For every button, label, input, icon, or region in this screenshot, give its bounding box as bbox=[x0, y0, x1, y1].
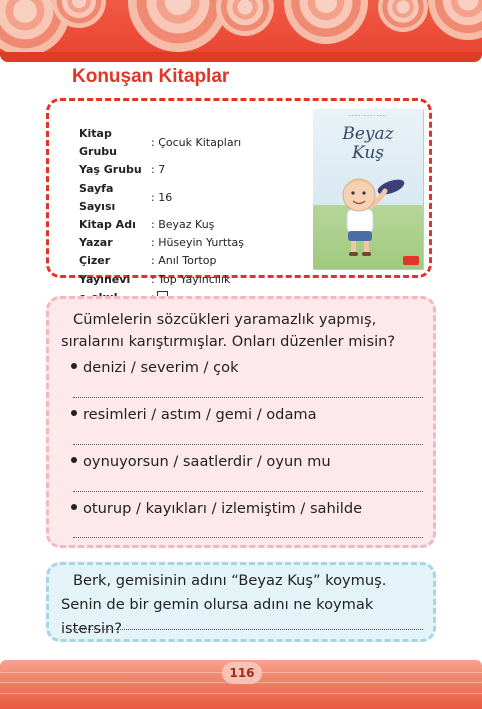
bullet-icon bbox=[71, 410, 77, 416]
exercise-item bbox=[71, 453, 331, 470]
exercise-instruction: Cümlelerin sözcükleri yaramazlık yapmış, sıralarını karıştırmışlar. Onları düzenler misin? bbox=[61, 311, 396, 350]
book-info-row bbox=[79, 252, 244, 270]
info-label: Sayfa Sayısı bbox=[79, 181, 116, 213]
exercise-item bbox=[71, 406, 317, 423]
bullet-icon bbox=[71, 504, 77, 510]
book-info-row bbox=[79, 125, 244, 161]
info-label: Yaş Grubu bbox=[79, 163, 142, 177]
cover-title-line: Kuş bbox=[352, 143, 384, 163]
book-info-row bbox=[79, 234, 244, 252]
exercise-item-text: oturup / kayıkları / izlemiştim / sahilde bbox=[83, 500, 363, 517]
exercise-item-text: denizi / severim / çok bbox=[83, 359, 239, 376]
info-label: Yayınevi bbox=[79, 272, 131, 286]
info-value: : Beyaz Kuş bbox=[151, 218, 215, 232]
boy-with-plate-illustration bbox=[313, 109, 423, 269]
wood-log-decoration bbox=[216, 0, 274, 36]
book-cover-image bbox=[313, 109, 423, 269]
wood-log-decoration bbox=[284, 0, 368, 44]
cover-series-text: ········ ······· · ······· bbox=[348, 113, 388, 118]
exercise-item bbox=[71, 500, 362, 517]
page-heading: Konuşan Kitaplar bbox=[72, 66, 230, 87]
word-order-exercise bbox=[46, 296, 436, 548]
exercise-item bbox=[71, 359, 239, 376]
answer-line[interactable] bbox=[73, 444, 423, 445]
info-label: Kitap Grubu bbox=[79, 127, 117, 159]
book-info-table bbox=[79, 125, 244, 307]
question-text: Berk, gemisinin adını “Beyaz Kuş” koymuş. Senin de bir gemin olursa adını ne koymak istersin? bbox=[61, 572, 387, 637]
book-info-row bbox=[79, 180, 244, 216]
info-value: : Hüseyin Yurttaş bbox=[151, 236, 245, 250]
bullet-icon bbox=[71, 457, 77, 463]
info-label: Kitap Adı bbox=[79, 218, 136, 232]
info-value: : Çocuk Kitapları bbox=[151, 136, 242, 150]
info-label: Çizer bbox=[79, 254, 111, 268]
info-value: : 16 bbox=[151, 190, 173, 204]
answer-line[interactable] bbox=[73, 537, 423, 538]
book-info-row bbox=[79, 271, 244, 289]
question-box bbox=[46, 562, 436, 642]
banner-edge bbox=[0, 52, 482, 62]
bullet-icon bbox=[71, 363, 77, 369]
answer-line[interactable] bbox=[73, 491, 423, 492]
book-info-row bbox=[79, 161, 244, 179]
info-value: : Anıl Tortop bbox=[151, 254, 217, 268]
info-value: : 7 bbox=[151, 163, 166, 177]
wood-log-decoration bbox=[128, 0, 228, 52]
answer-line[interactable] bbox=[73, 629, 423, 630]
bottom-wood-banner bbox=[0, 660, 482, 709]
exercise-item-text: resimleri / astım / gemi / odama bbox=[83, 406, 317, 423]
book-info-row bbox=[79, 216, 244, 234]
wood-grain bbox=[0, 693, 482, 694]
publisher-logo bbox=[403, 256, 419, 265]
book-info-card bbox=[46, 98, 432, 286]
cover-title-line: Beyaz bbox=[342, 124, 394, 144]
page-number: 116 bbox=[222, 662, 262, 684]
wood-log-decoration bbox=[428, 0, 482, 40]
top-wood-banner bbox=[0, 0, 482, 62]
exercise-item-text: oynuyorsun / saatlerdir / oyun mu bbox=[83, 453, 331, 470]
info-value: : Top Yayıncılık bbox=[151, 272, 231, 286]
wood-log-decoration bbox=[378, 0, 428, 32]
answer-line[interactable] bbox=[73, 397, 423, 398]
info-label: Yazar bbox=[79, 236, 113, 250]
